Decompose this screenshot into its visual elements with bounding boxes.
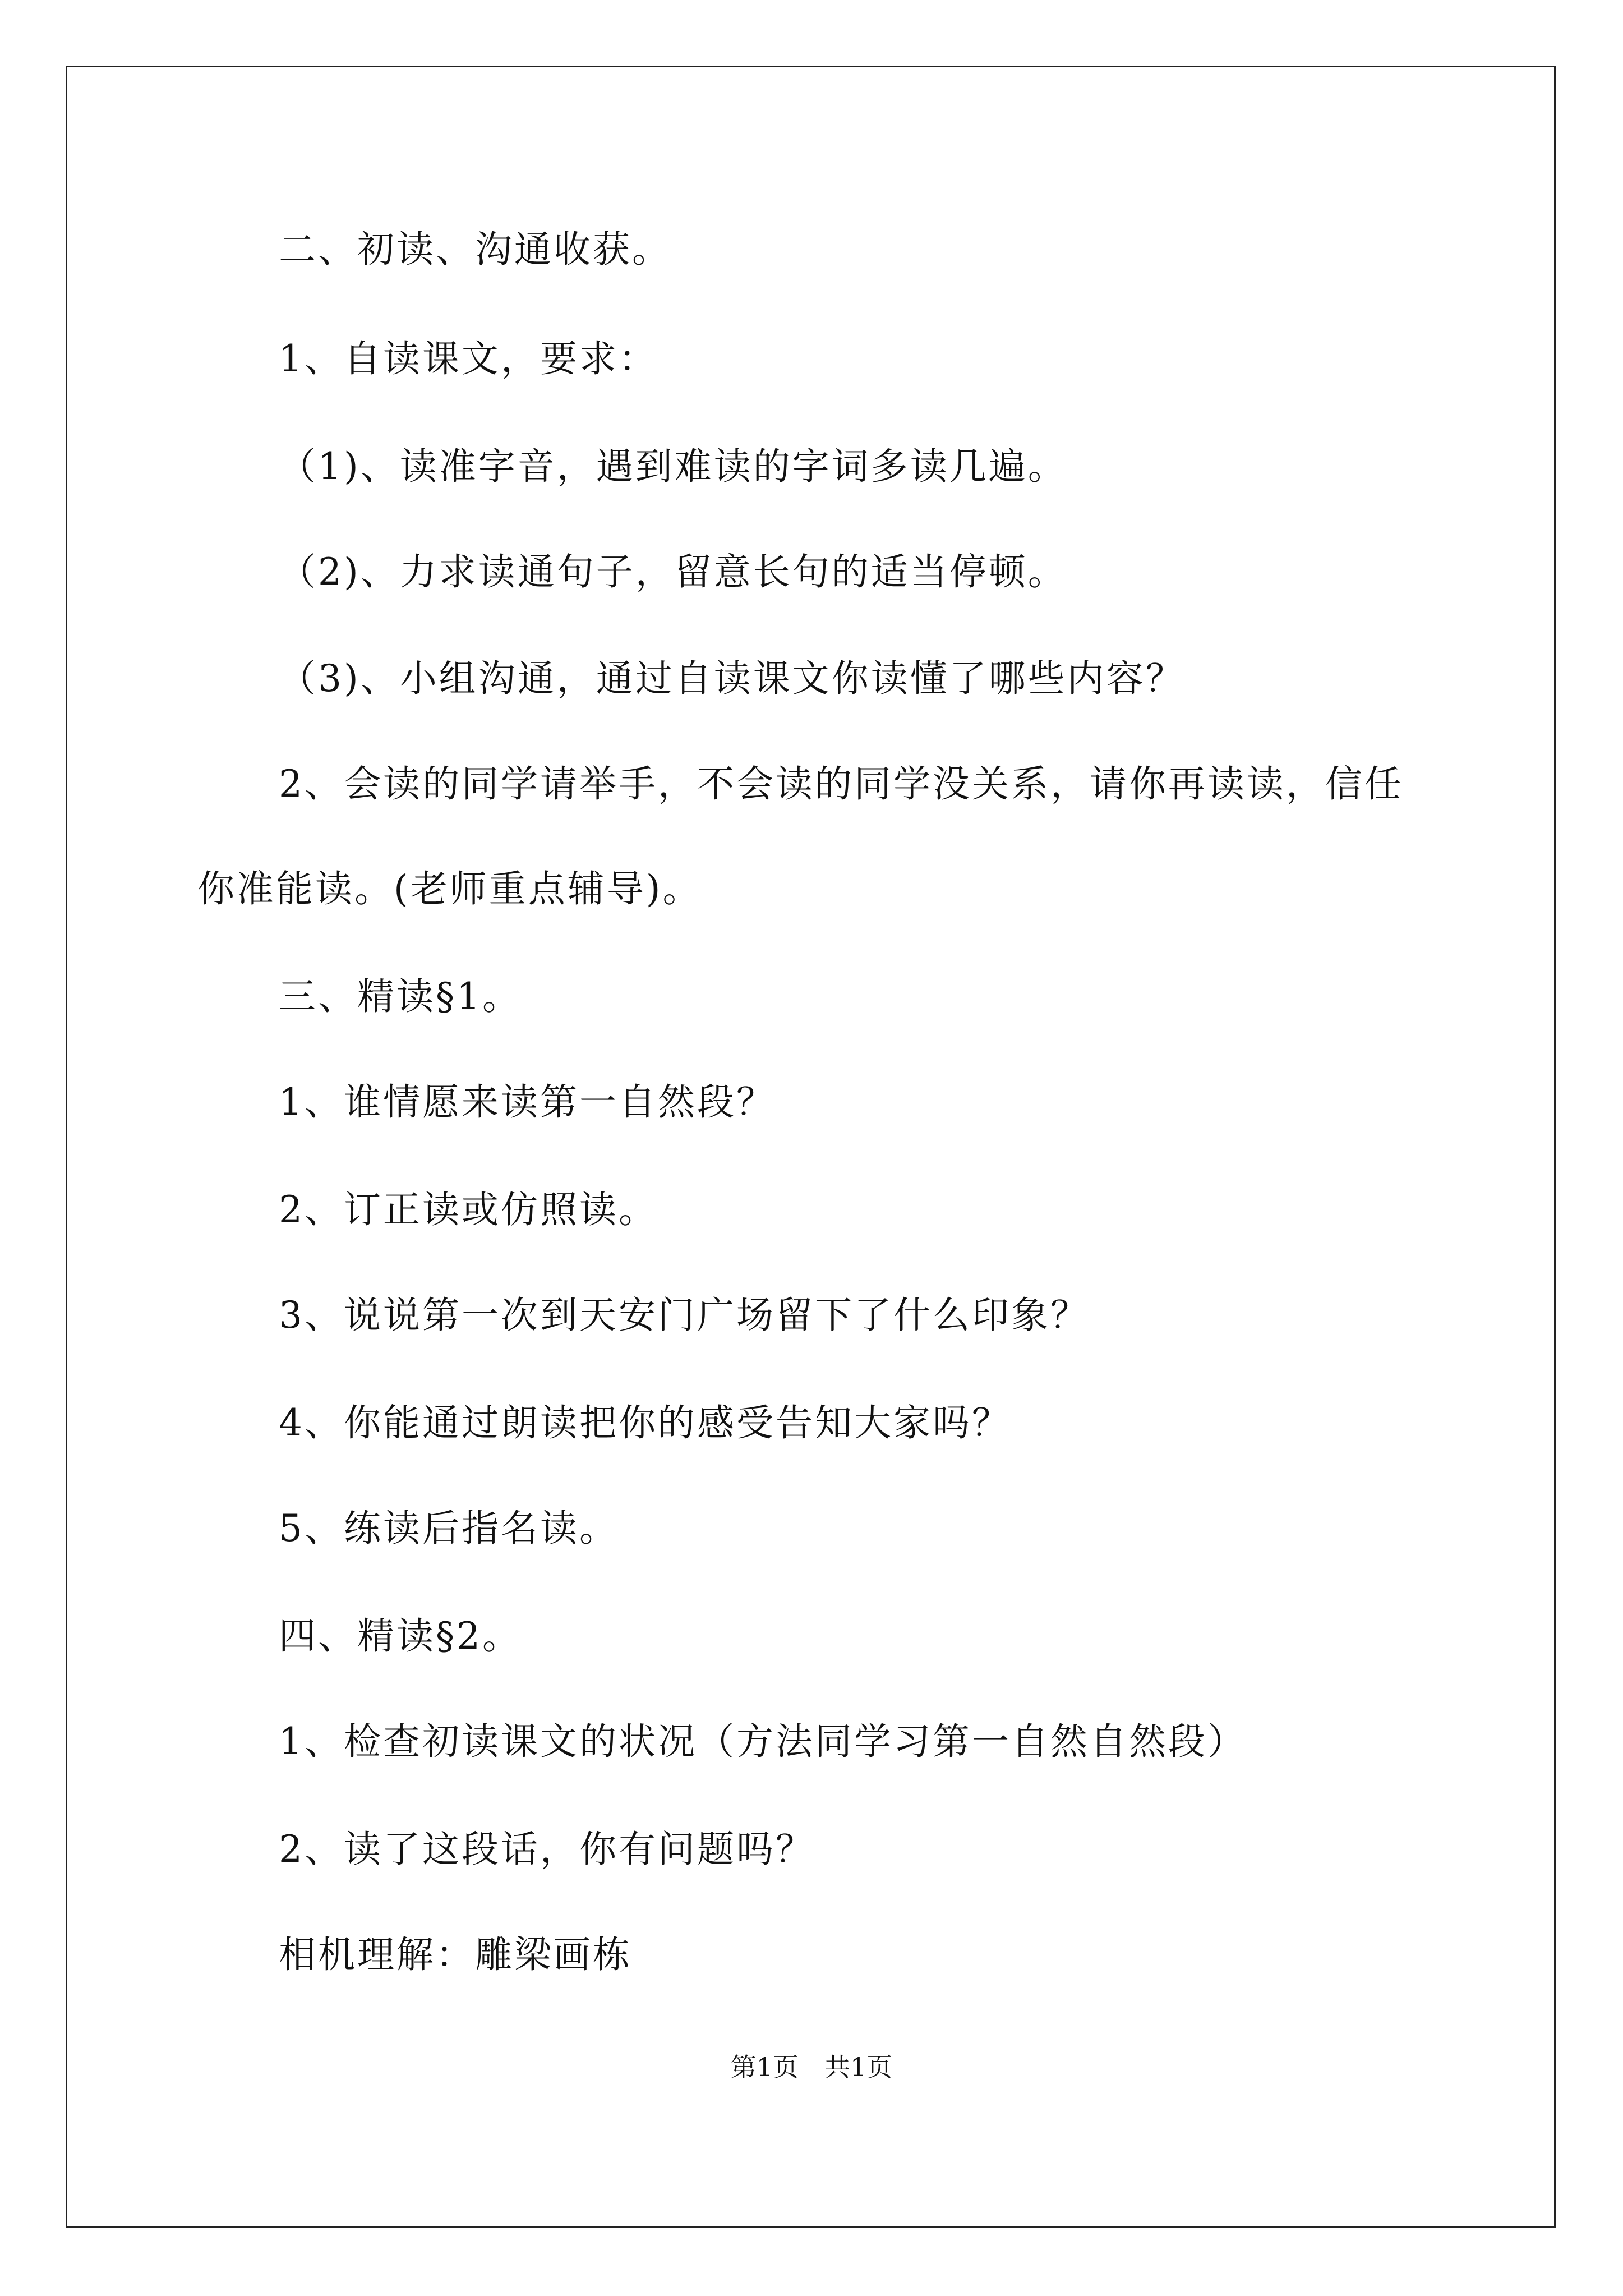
paragraph-line: （2)、力求读通句子，留意长句的适当停顿。 <box>279 550 1067 593</box>
paragraph-line: （1)、读准字音，遇到难读的字词多读几遍。 <box>279 445 1067 488</box>
paragraph-line: 5、练读后指名读。 <box>279 1507 619 1550</box>
paragraph-line: 4、你能通过朗读把你的感受告知大家吗？ <box>279 1401 1011 1444</box>
paragraph-line: 相机理解：雕梁画栋 <box>279 1933 632 1976</box>
paragraph-line: 1、检查初读课文的状况（方法同学习第一自然自然段） <box>279 1720 1247 1763</box>
paragraph-line: （3)、小组沟通，通过自读课文你读懂了哪些内容？ <box>279 657 1185 700</box>
page-number: 第1页 共1页 <box>730 2052 893 2082</box>
page-border <box>66 66 1556 2228</box>
section-heading-2: 二、初读、沟通收获。 <box>279 228 671 271</box>
paragraph-line: 2、订正读或仿照读。 <box>279 1188 658 1231</box>
section-heading-4: 四、精读§2。 <box>279 1614 522 1658</box>
paragraph-line: 3、说说第一次到天安门广场留下了什么印象？ <box>279 1294 1090 1337</box>
paragraph-line: 1、自读课文，要求： <box>279 337 658 380</box>
paragraph-line: 1、谁情愿来读第一自然段？ <box>279 1080 776 1124</box>
paragraph-line: 2、会读的同学请举手，不会读的同学没关系，请你再读读，信任 <box>279 762 1404 806</box>
paragraph-line: 2、读了这段话，你有问题吗？ <box>279 1828 815 1871</box>
section-heading-3: 三、精读§1。 <box>279 975 522 1018</box>
paragraph-line: 你准能读。(老师重点辅导)。 <box>197 867 702 910</box>
